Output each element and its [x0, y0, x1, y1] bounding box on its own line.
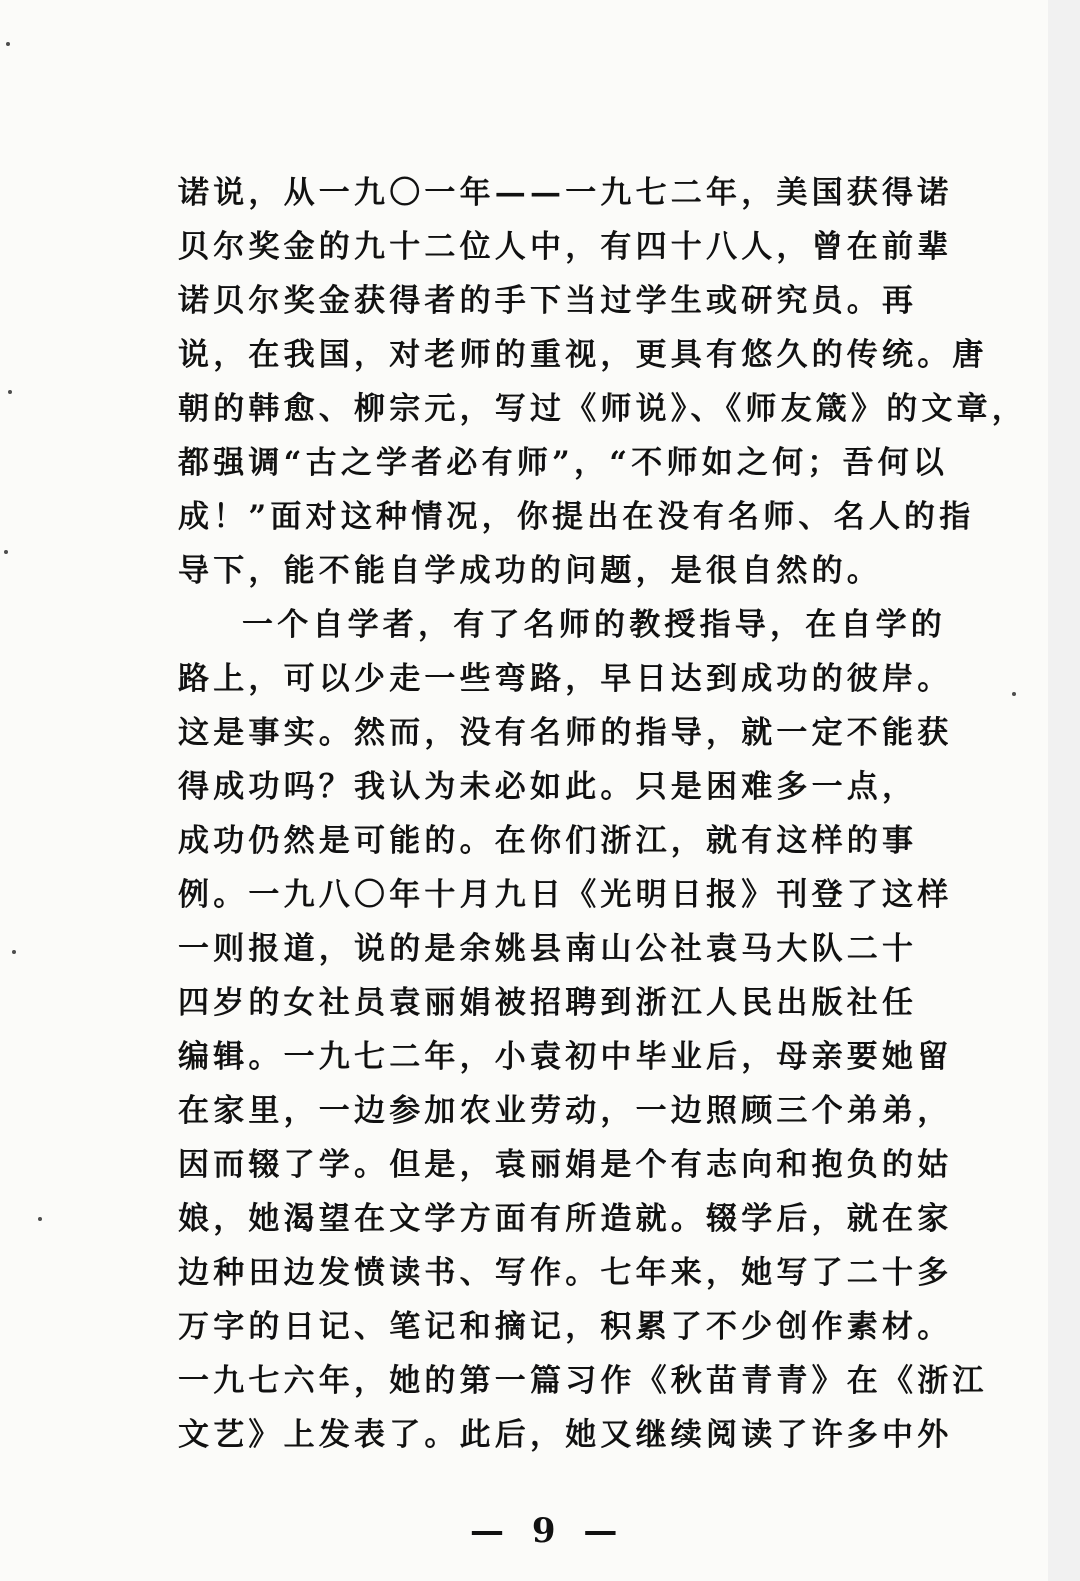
text-line-8: 导下，能不能自学成功的问题，是很自然的。 — [178, 553, 882, 589]
page-number: — 9 — — [470, 1511, 626, 1551]
text-line-21: 边种田边发愤读书、写作。七年来，她写了二十多 — [178, 1255, 953, 1291]
scan-speck — [1012, 692, 1016, 696]
text-line-7: 成！”面对这种情况，你提出在没有名师、名人的指 — [178, 499, 975, 535]
text-line-20: 娘，她渴望在文学方面有所造就。辍学后，就在家 — [178, 1201, 953, 1237]
scan-speck — [12, 950, 16, 954]
text-line-24: 文艺》上发表了。此后，她又继续阅读了许多中外 — [178, 1417, 953, 1453]
text-line-10: 路上，可以少走一些弯路，早日达到成功的彼岸。 — [178, 661, 953, 697]
text-line-12: 得成功吗？我认为未必如此。只是困难多一点， — [178, 769, 918, 805]
text-line-1: 诺说，从一九〇一年——一九七二年，美国获得诺 — [178, 175, 953, 211]
body-text — [178, 166, 1027, 1462]
scan-speck — [8, 390, 12, 394]
text-line-3: 诺贝尔奖金获得者的手下当过学生或研究员。再 — [178, 283, 918, 319]
paragraph-start-line: 一个自学者，有了名师的教授指导，在自学的 — [242, 607, 946, 643]
scan-speck — [4, 550, 8, 554]
right-margin-strip — [1048, 0, 1080, 1581]
text-line-11: 这是事实。然而，没有名师的指导，就一定不能获 — [178, 715, 953, 751]
text-line-2: 贝尔奖金的九十二位人中，有四十八人，曾在前辈 — [178, 229, 953, 265]
text-line-17: 编辑。一九七二年，小袁初中毕业后，母亲要她留 — [178, 1039, 953, 1075]
text-line-16: 四岁的女社员袁丽娟被招聘到浙江人民出版社任 — [178, 985, 918, 1021]
text-line-22: 万字的日记、笔记和摘记，积累了不少创作素材。 — [178, 1309, 953, 1345]
text-line-23: 一九七六年，她的第一篇习作《秋苗青青》在《浙江 — [178, 1363, 988, 1399]
text-line-19: 因而辍了学。但是，袁丽娟是个有志向和抱负的姑 — [178, 1147, 953, 1183]
text-line-13: 成功仍然是可能的。在你们浙江，就有这样的事 — [178, 823, 918, 859]
scan-speck — [38, 1217, 42, 1221]
text-line-14: 例。一九八〇年十月九日《光明日报》刊登了这样 — [178, 877, 953, 913]
scan-speck — [6, 42, 10, 46]
text-line-5: 朝的韩愈、柳宗元，写过《师说》、《师友箴》的文章， — [178, 391, 1027, 427]
text-line-15: 一则报道，说的是余姚县南山公社袁马大队二十 — [178, 931, 918, 967]
text-line-6: 都强调“古之学者必有师”，“不师如之何；吾何以 — [178, 445, 949, 481]
text-line-4: 说，在我国，对老师的重视，更具有悠久的传统。唐 — [178, 337, 988, 373]
text-line-18: 在家里，一边参加农业劳动，一边照顾三个弟弟， — [178, 1093, 953, 1129]
